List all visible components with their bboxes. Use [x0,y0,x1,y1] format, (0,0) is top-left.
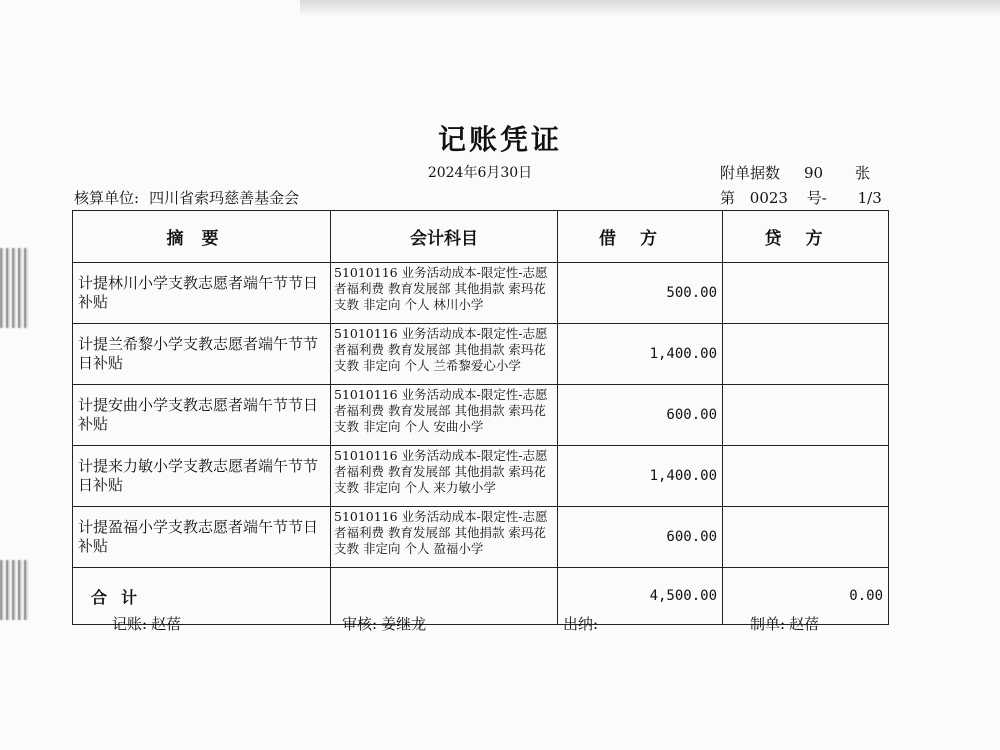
signature-preparer [750,613,819,634]
voucher-title: 记账凭证 [437,123,562,156]
preparer-label: 制单: [750,615,786,633]
header-debit: 借方 [558,211,723,263]
attachment-number: 90 [804,164,824,182]
row-summary: 计提来力敏小学支教志愿者端午节节日补贴 [73,446,331,507]
accounting-unit-label: 核算单位: [74,189,140,207]
row-summary: 计提兰希黎小学支教志愿者端午节节日补贴 [73,324,331,385]
row-credit [723,263,889,324]
signature-reviewer [342,613,426,634]
voucher-number [720,187,882,208]
preparer-name: 赵蓓 [789,615,820,633]
scan-artifact [0,560,30,620]
voucher-table [72,210,889,625]
reviewer-name: 姜继龙 [381,615,427,633]
voucher-date: 2024年6月30日 [427,165,533,181]
row-account: 51010116 业务活动成本-限定性-志愿者福利费 教育发展部 其他捐款 索玛花支教 非定向 个人 林川小学 [331,263,558,324]
voucher-page-indicator: 1/3 [857,189,882,207]
attachment-count [720,162,870,183]
table-row [73,263,889,324]
voucher-number-value: 0023 [749,189,788,207]
header-credit: 贷方 [723,211,889,263]
attachment-label: 附单据数 [720,164,781,182]
bookkeeper-label: 记账: [112,615,148,633]
voucher-number-suffix: 号- [806,189,827,207]
row-credit [723,385,889,446]
row-credit [723,446,889,507]
header-account: 会计科目 [331,211,558,263]
row-account: 51010116 业务活动成本-限定性-志愿者福利费 教育发展部 其他捐款 索玛花支教 非定向 个人 兰希黎爱心小学 [331,324,558,385]
bookkeeper-name: 赵蓓 [151,615,182,633]
cashier-label: 出纳: [563,615,599,633]
row-debit: 600.00 [558,507,723,568]
header-summary: 摘要 [73,211,331,263]
row-summary: 计提安曲小学支教志愿者端午节节日补贴 [73,385,331,446]
table-row [73,446,889,507]
table-row [73,507,889,568]
total-credit: 0.00 [723,568,889,625]
row-summary: 计提林川小学支教志愿者端午节节日补贴 [73,263,331,324]
row-debit: 600.00 [558,385,723,446]
signature-bookkeeper [112,613,181,634]
table-row [73,385,889,446]
row-debit: 1,400.00 [558,446,723,507]
row-credit [723,324,889,385]
total-label: 合计 [73,568,331,625]
row-account: 51010116 业务活动成本-限定性-志愿者福利费 教育发展部 其他捐款 索玛花支教 非定向 个人 安曲小学 [331,385,558,446]
total-debit: 4,500.00 [558,568,723,625]
row-summary: 计提盈福小学支教志愿者端午节节日补贴 [73,507,331,568]
row-debit: 500.00 [558,263,723,324]
accounting-unit [74,187,299,208]
row-debit: 1,400.00 [558,324,723,385]
attachment-unit: 张 [855,164,871,182]
signature-cashier [563,613,602,634]
row-credit [723,507,889,568]
accounting-unit-value: 四川省索玛慈善基金会 [149,189,300,207]
row-account: 51010116 业务活动成本-限定性-志愿者福利费 教育发展部 其他捐款 索玛花支教 非定向 个人 来力敏小学 [331,446,558,507]
table-row [73,324,889,385]
reviewer-label: 审核: [342,615,378,633]
scan-artifact [0,248,30,328]
voucher-number-prefix: 第 [720,189,736,207]
row-account: 51010116 业务活动成本-限定性-志愿者福利费 教育发展部 其他捐款 索玛花支教 非定向 个人 盈福小学 [331,507,558,568]
scan-shadow [300,0,1000,16]
table-header-row [73,211,889,263]
